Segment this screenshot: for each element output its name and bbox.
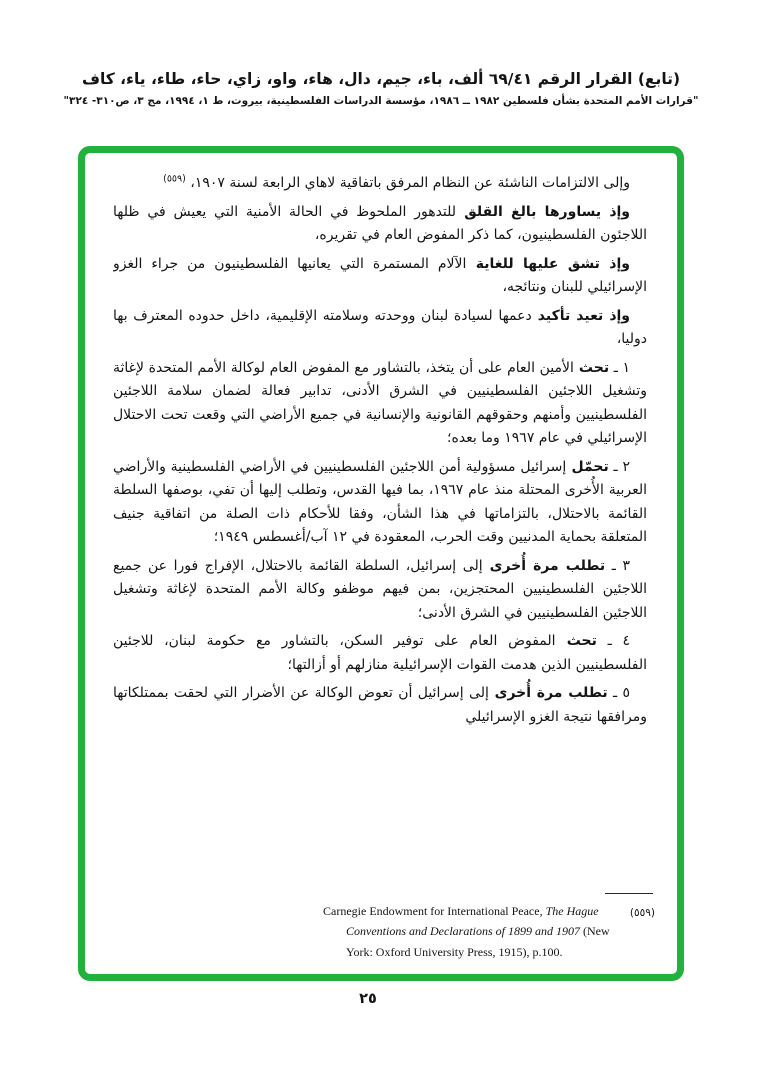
page-header [0,70,762,107]
paragraph-lead: تطلب مرة أُخرى [482,557,606,574]
paragraph-number: ٤ ـ [596,633,630,649]
body-paragraph [113,630,647,677]
paragraph-lead: تطلب مرة أُخرى [488,685,608,701]
body-paragraph [113,555,647,626]
paragraph-text: إسرائيل مسؤولية أمن اللاجئين الفلسطينيين في الأراضي الفلسطينية والأراضي العربية الأُخرى المحتلة منذ عام ١٩٦٧، بما فيها القدس، وتطلب إليها أن تفي، بوصفها السلطة القائمة بالاحتلال، بالتزاماتها في هذا الشأن، وفقا للأحكام ذات الصلة من اتفاقية جنيف المتعلقة بحماية المدنيين وقت الحرب، المعقودة في ١٢ آب/أغسطس ١٩٤٩؛ [113,458,647,545]
footnote-text-before: Carnegie Endowment for International Peace, [323,903,546,918]
footnote-marker: (٥٥٩) [629,906,655,919]
paragraph-number: ١ ـ [609,359,630,376]
resolution-body [113,172,647,884]
body-paragraph [113,172,647,196]
paragraph-text: للتدهور الملحوظ في الحالة الأمنية التي يعيش في ظلها اللاجئون الفلسطينيون، كما ذكر المفوض العام في تقريره، [113,203,647,243]
paragraph-text: الأمين العام على أن يتخذ، بالتشاور مع المفوض العام لوكالة الأمم المتحدة لإغاثة وتشغيل اللاجئين الفلسطينيين في الشرق الأدنى، تدابير فعالة لضمان سلامة اللاجئين الفلسطينيين وأمنهم وحقوقهم القانونية والإنسانية في جميع الأراضي التي وقعت تحت الاحتلال الإسرائيلي في عام ١٩٦٧ وما بعده؛ [113,359,647,446]
body-paragraph [113,201,647,248]
resolution-title: (تابع) القرار الرقم ٦٩/٤١ ألف، باء، جيم، دال، هاء، واو، زاي، حاء، طاء، ياء، كاف [81,70,681,88]
body-paragraph [113,682,647,729]
paragraph-lead: تحث [555,633,597,649]
paragraph-text: إلى إسرائيل أن تعوض الوكالة عن الأضرار التي لحقت بممتلكاتها ومرافقها نتيجة الغزو الإسرائيلي [113,685,647,725]
paragraph-lead: تحث [573,359,610,376]
paragraph-number: ٢ ـ [608,458,630,475]
body-paragraph [113,305,647,352]
paragraph-lead: وإذ تشق عليها للغاية [466,255,630,272]
footnote [323,893,655,963]
body-paragraph [113,253,647,300]
paragraph-number: ٣ ـ [605,557,631,574]
footnote-separator [605,893,653,894]
content-frame [78,146,684,981]
paragraph-text: دعمها لسيادة لبنان ووحدته وسلامته الإقليمية، داخل حدوده المعترف بها دوليا، [113,307,647,347]
paragraph-lead: تحمّل [566,458,609,475]
footnote-text [323,901,655,963]
body-paragraph [113,357,647,451]
footnote-text-after: (New York: Oxford University Press, 1915), p.100. [346,924,610,959]
source-citation: "قرارات الأمم المتحدة بشأن فلسطين ١٩٨٢ ــ ١٩٨٦، مؤسسة الدراسات الفلسطينية، بيروت، ط ١، ١٩٩٤، مج ٣، ص٣١٠- ٣٢٤" [63,95,699,107]
paragraph-lead: وإذ تعيد تأكيد [531,307,631,324]
footnote-text-italic: The Hague Conventions and Declarations of 1899 and 1907 [346,903,599,938]
body-paragraph [113,456,647,550]
paragraph-text: المفوض العام على توفير السكن، بالتشاور مع حكومة لبنان، للاجئين الفلسطينيين الذين هدمت القوات الإسرائيلية منازلهم أو أزالتها؛ [113,633,647,673]
page-number: ٢٥ [359,991,377,1007]
paragraph-text: إلى إسرائيل، السلطة القائمة بالاحتلال، الإفراج فورا عن جميع اللاجئين الفلسطينيين المحتجزين، بمن فيهم موظفو وكالة الأمم المتحدة لإغاثة وتشغيل اللاجئين الفلسطينيين في الشرق الأدنى؛ [113,557,647,621]
paragraph-number: ٥ ـ [607,685,630,701]
paragraph-text: وإلى الالتزامات الناشئة عن النظام المرفق باتفاقية لاهاي الرابعة لسنة ١٩٠٧، [185,175,630,191]
footnote-reference: (٥٥٩) [163,173,186,185]
paragraph-text: الآلام المستمرة التي يعانيها الفلسطينيون من جراء الغزو الإسرائيلي للبنان ونتائجه، [113,255,647,295]
paragraph-lead: وإذ يساورها بالغ القلق [456,203,631,220]
